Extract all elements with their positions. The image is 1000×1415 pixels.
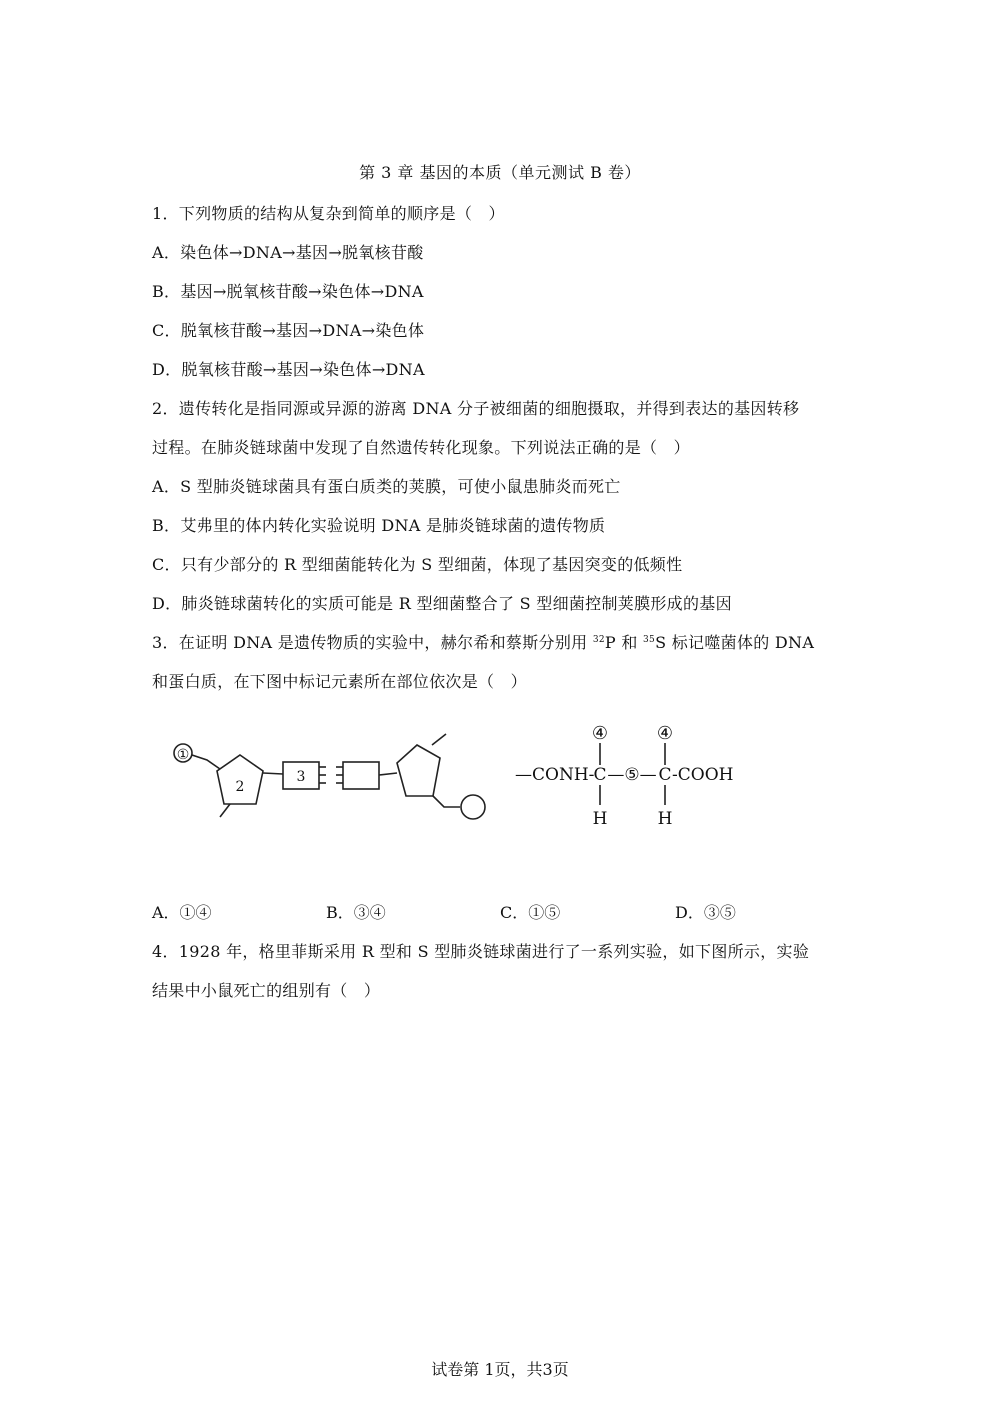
q3-stem-line1: [152, 630, 814, 653]
pentagon-sugar-complement: [397, 745, 440, 796]
q3-stem-a: 3．在证明 DNA 是遗传物质的实验中，赫尔希和蔡斯分别用: [152, 633, 593, 652]
q2-option-a: A．S 型肺炎链球菌具有蛋白质类的荚膜，可使小鼠患肺炎而死亡: [152, 477, 621, 496]
q2-option-c: C．只有少部分的 R 型细菌能转化为 S 型细菌，体现了基因突变的低频性: [152, 555, 683, 574]
amino-label-4-left: ④: [591, 723, 609, 744]
label-2: 2: [235, 779, 245, 795]
q1-option-b: B．基因→脱氧核苷酸→染色体→DNA: [152, 282, 424, 301]
page-title: 第 3 章 基因的本质（单元测试 B 卷）: [359, 163, 641, 182]
q4-stem-line1: 4．1928 年，格里菲斯采用 R 型和 S 型肺炎链球菌进行了一系列实验，如下图所示，实验: [152, 942, 810, 961]
q2-option-b: B．艾弗里的体内转化实验说明 DNA 是肺炎链球菌的遗传物质: [152, 516, 606, 535]
q3-figure: [150, 712, 790, 842]
q3-option-a: A．①④: [152, 903, 212, 922]
amino-h-left: H: [592, 809, 608, 829]
q3-sup-35: 35: [643, 635, 656, 645]
q3-option-b: B．③④: [326, 903, 386, 922]
q2-option-d: D．肺炎链球菌转化的实质可能是 R 型细菌整合了 S 型细菌控制荚膜形成的基因: [152, 594, 732, 613]
q3-option-c: C．①⑤: [500, 903, 561, 922]
q1-option-c: C．脱氧核苷酸→基因→DNA→染色体: [152, 321, 425, 340]
label-3: 3: [296, 769, 306, 785]
q2-stem-line1: 2．遗传转化是指同源或异源的游离 DNA 分子被细菌的细胞摄取，并得到表达的基因转移: [152, 399, 800, 418]
base-box-complement: [343, 762, 379, 789]
phosphate-circle: [461, 795, 485, 819]
q1-stem: 1．下列物质的结构从复杂到简单的顺序是（ ）: [152, 204, 505, 223]
amino-c-left: C: [593, 765, 607, 785]
q3-stem-b: P 和: [604, 633, 644, 652]
q3-stem-c: S 标记噬菌体的 DNA: [655, 633, 815, 652]
page-footer: 试卷第 1页，共3页: [431, 1360, 569, 1379]
q3-option-d: D．③⑤: [675, 903, 736, 922]
amino-cooh: -COOH: [672, 765, 734, 785]
amino-h-right: H: [657, 809, 673, 829]
amino-c-right: C: [658, 765, 672, 785]
amino-r-group-5: —⑤—: [607, 765, 657, 785]
amino-conh: —CONH-: [515, 765, 595, 785]
amino-label-4-right: ④: [656, 723, 674, 744]
q4-stem-line2: 结果中小鼠死亡的组别有（ ）: [152, 981, 381, 1000]
q1-option-d: D．脱氧核苷酸→基因→染色体→DNA: [152, 360, 425, 379]
q1-option-a: A．染色体→DNA→基因→脱氧核苷酸: [152, 243, 424, 262]
q3-stem-line2: 和蛋白质，在下图中标记元素所在部位依次是（ ）: [152, 672, 527, 691]
label-1: ①: [176, 747, 190, 763]
q3-sup-32: 32: [592, 635, 605, 645]
q2-stem-line2: 过程。在肺炎链球菌中发现了自然遗传转化现象。下列说法正确的是（ ）: [152, 438, 690, 457]
